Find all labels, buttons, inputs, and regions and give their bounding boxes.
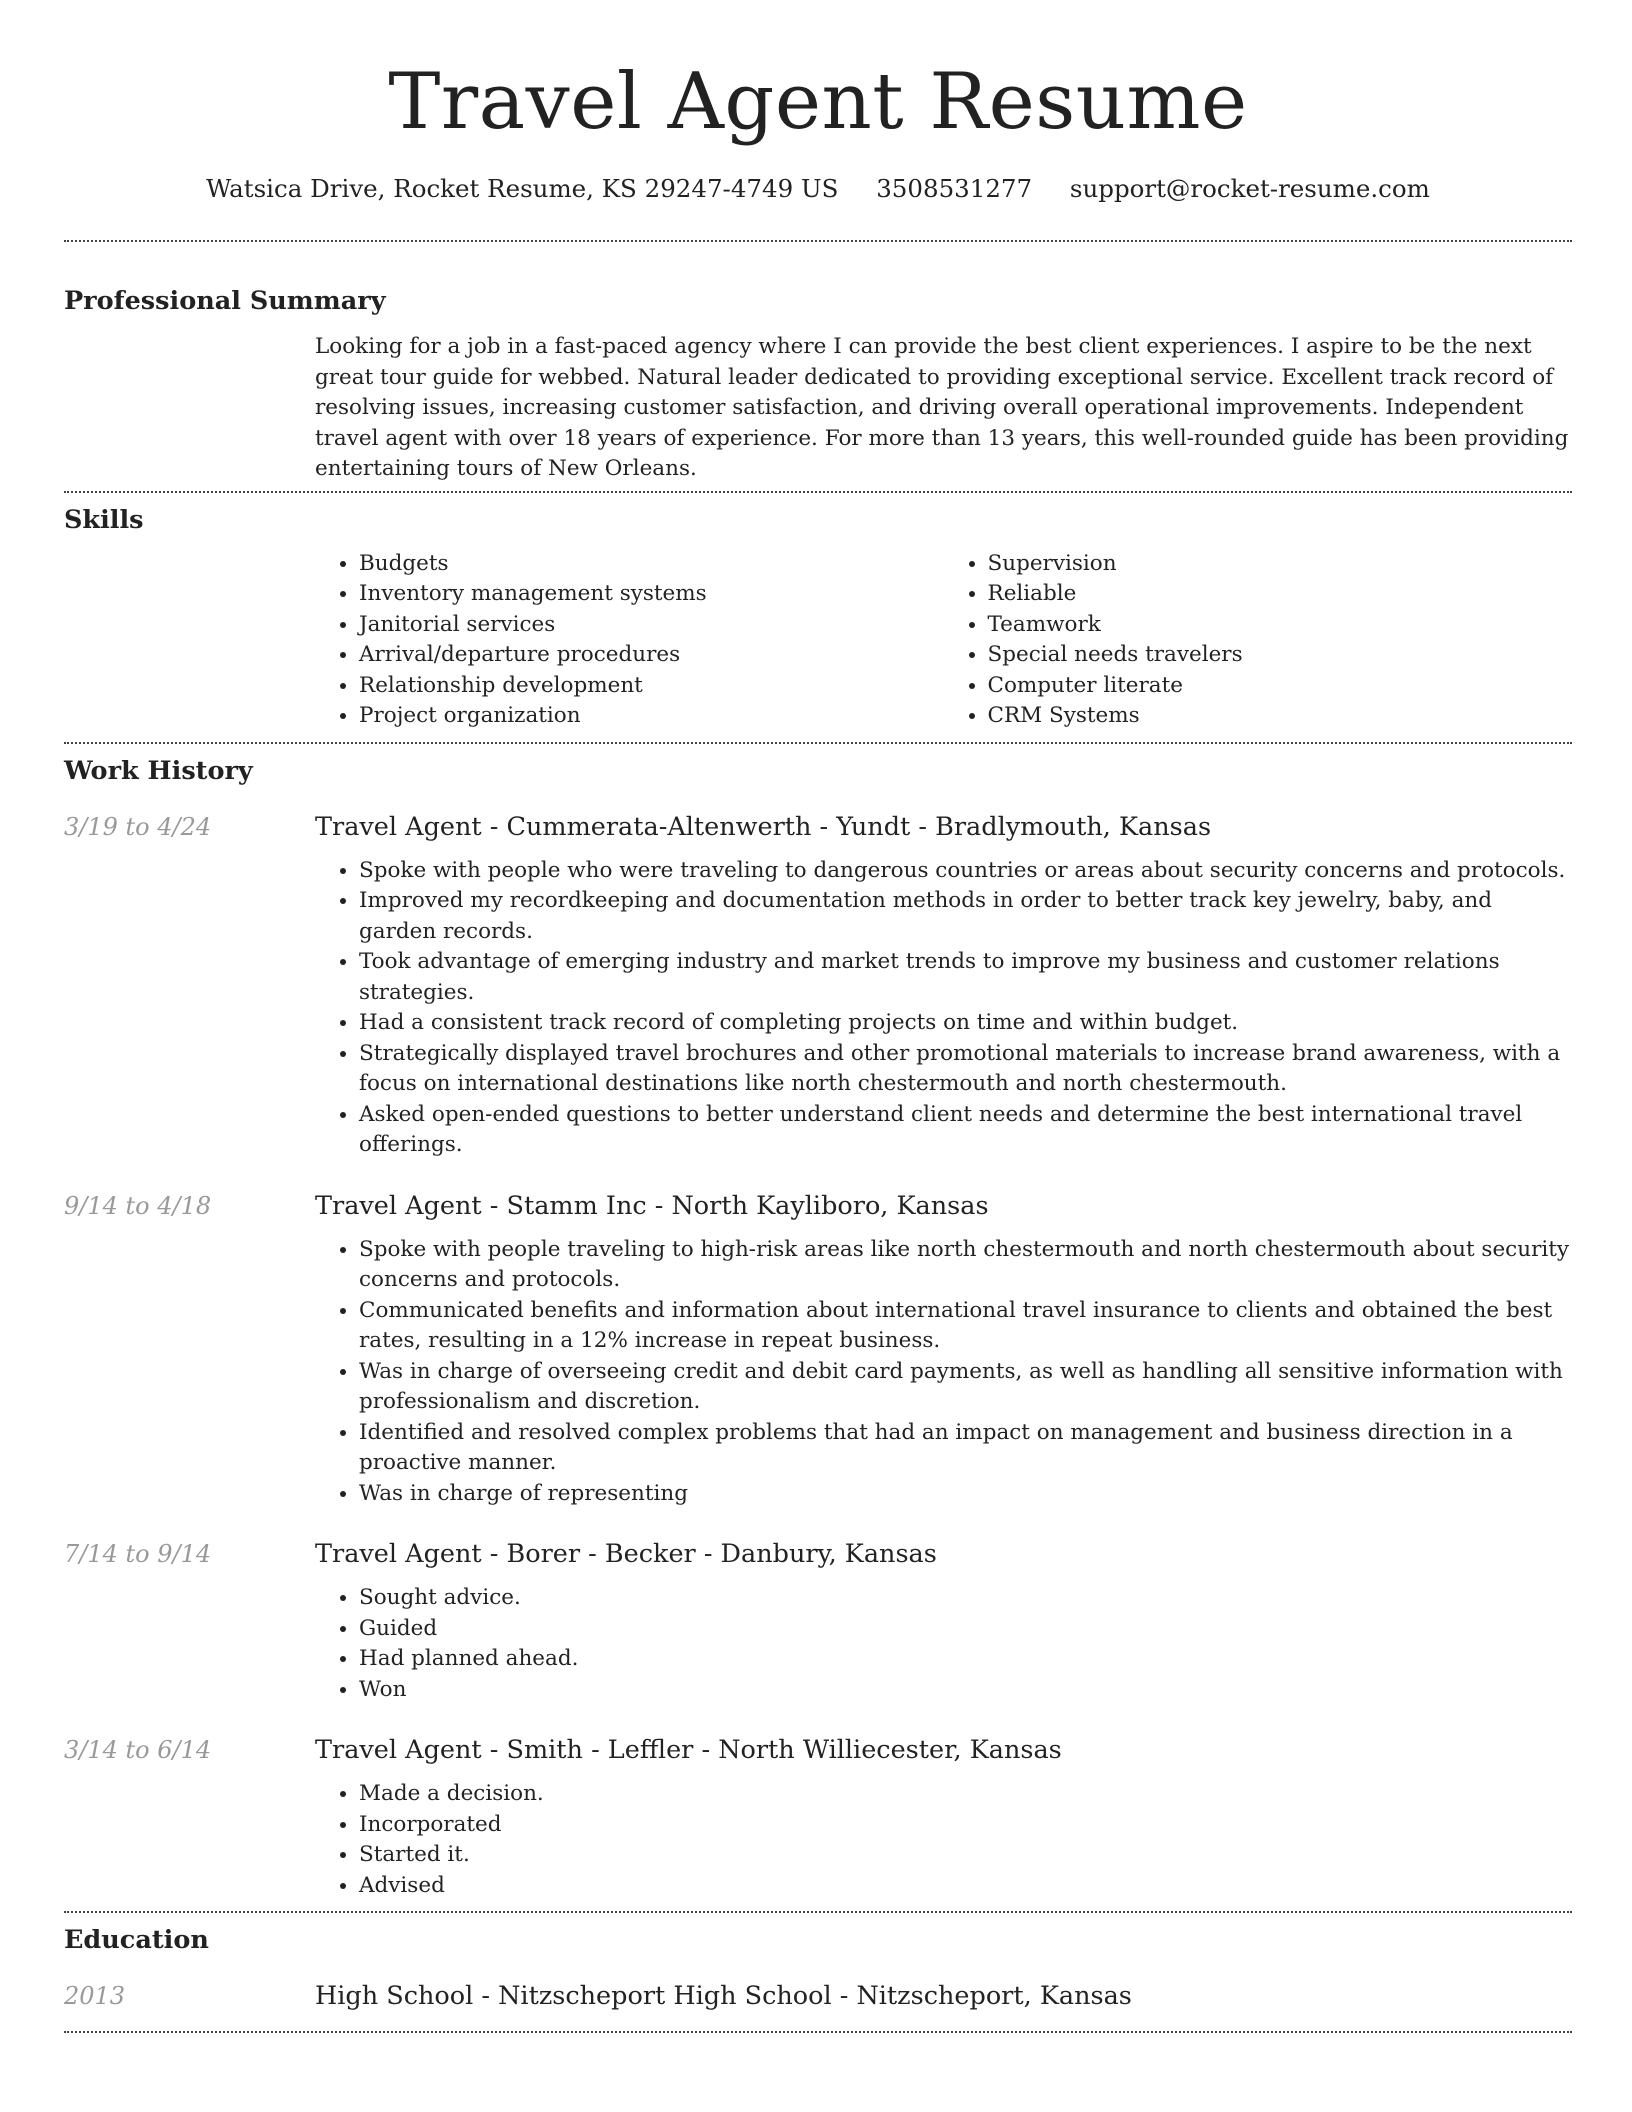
skill-item: • Computer literate [988, 671, 1573, 702]
skill-item: • Teamwork [988, 610, 1573, 641]
job-bullet: • Was in charge of overseeing credit and debit card payments, as well as handling all sensitive information with professionalism and discretion. [359, 1357, 1572, 1418]
job-bullets [315, 1779, 1572, 1901]
job-bullets [315, 1583, 1572, 1705]
divider [64, 2031, 1572, 2033]
skill-item: • Relationship development [359, 671, 944, 702]
work-heading: Work History [64, 755, 253, 786]
education-heading: Education [64, 1925, 209, 1955]
job-entry [64, 1189, 1572, 1223]
job-bullets [315, 856, 1572, 1161]
job-bullet: • Was in charge of representing [359, 1479, 1572, 1510]
job-entry [64, 1733, 1572, 1767]
job-bullet: • Improved my recordkeeping and documentation methods in order to better track key jewelry, baby, and garden records. [359, 886, 1572, 947]
skill-item: • Inventory management systems [359, 579, 944, 610]
skill-item: • CRM Systems [988, 701, 1573, 732]
summary-text: Looking for a job in a fast-paced agency where I can provide the best client experiences. I aspire to be the next great tour guide for webbed. Natural leader dedicated to providing exceptional service. Excellent track record of resolving issues, increasing customer satisfaction, and driving overall operational improvements. Independent travel agent with over 18 years of experience. For more than 13 years, this well-rounded guide has been providing entertaining tours of New Orleans. [315, 334, 1569, 481]
job-entry [64, 1537, 1572, 1571]
job-bullets [315, 1235, 1572, 1510]
contact-phone: 3508531277 [876, 174, 1033, 203]
job-dates: 3/14 to 6/14 [64, 1736, 212, 1764]
job-bullet: • Made a decision. [359, 1779, 1572, 1810]
divider [64, 240, 1572, 242]
job-bullet: • Won [359, 1675, 1572, 1706]
divider [64, 1911, 1572, 1913]
job-title: Travel Agent - Cummerata-Altenwerth - Yundt - Bradlymouth, Kansas [315, 811, 1212, 842]
job-title: Travel Agent - Stamm Inc - North Kayliboro, Kansas [315, 1190, 989, 1221]
resume-title: Travel Agent Resume [388, 57, 1248, 147]
job-bullet: • Took advantage of emerging industry and market trends to improve my business and customer relations strategies. [359, 947, 1572, 1008]
job-bullet: • Guided [359, 1614, 1572, 1645]
job-title: Travel Agent - Borer - Becker - Danbury, Kansas [315, 1539, 937, 1569]
job-bullet: • Identified and resolved complex problems that had an impact on management and business direction in a proactive manner. [359, 1418, 1572, 1479]
divider [64, 742, 1572, 744]
skill-item: • Project organization [359, 701, 944, 732]
job-title: Travel Agent - Smith - Leffler - North Williecester, Kansas [315, 1735, 1062, 1765]
skills-heading: Skills [64, 504, 144, 535]
job-bullet: • Strategically displayed travel brochures and other promotional materials to increase brand awareness, with a focus on international destinations like north chestermouth and north chestermouth. [359, 1039, 1572, 1100]
divider [64, 491, 1572, 493]
skill-item: • Special needs travelers [988, 640, 1573, 671]
education-year: 2013 [64, 1982, 126, 2010]
job-bullet: • Asked open-ended questions to better understand client needs and determine the best international travel offerings. [359, 1100, 1572, 1161]
skills-list [315, 549, 1572, 732]
job-bullet: • Spoke with people who were traveling to dangerous countries or areas about security concerns and protocols. [359, 856, 1572, 887]
job-bullet: • Incorporated [359, 1810, 1572, 1841]
job-bullet: • Sought advice. [359, 1583, 1572, 1614]
job-bullet: • Had planned ahead. [359, 1644, 1572, 1675]
skill-item: • Janitorial services [359, 610, 944, 641]
skill-item: • Supervision [988, 549, 1573, 580]
resume-page [64, 0, 1572, 2033]
skills-column-left [315, 549, 944, 732]
education-title: High School - Nitzscheport High School - Nitzscheport, Kansas [315, 1981, 1132, 2011]
job-dates: 3/19 to 4/24 [64, 812, 212, 841]
job-bullet: • Started it. [359, 1840, 1572, 1871]
skill-item: • Arrival/departure procedures [359, 640, 944, 671]
skill-item: • Budgets [359, 549, 944, 580]
job-dates: 9/14 to 4/18 [64, 1191, 212, 1220]
skills-column-right [944, 549, 1573, 732]
job-bullet: • Advised [359, 1871, 1572, 1902]
job-bullet: • Had a consistent track record of completing projects on time and within budget. [359, 1008, 1572, 1039]
job-bullet: • Spoke with people traveling to high-risk areas like north chestermouth and north chestermouth about security concerns and protocols. [359, 1235, 1572, 1296]
summary-heading: Professional Summary [64, 286, 386, 316]
contact-line [64, 172, 1572, 206]
contact-address: Watsica Drive, Rocket Resume, KS 29247-4749 US [206, 174, 839, 203]
contact-email: support@rocket-resume.com [1069, 174, 1430, 203]
job-dates: 7/14 to 9/14 [64, 1540, 212, 1568]
job-entry [64, 810, 1572, 844]
education-entry [64, 1979, 1572, 2013]
job-bullet: • Communicated benefits and information about international travel insurance to clients and obtained the best rates, resulting in a 12% increase in repeat business. [359, 1296, 1572, 1357]
skill-item: • Reliable [988, 579, 1573, 610]
